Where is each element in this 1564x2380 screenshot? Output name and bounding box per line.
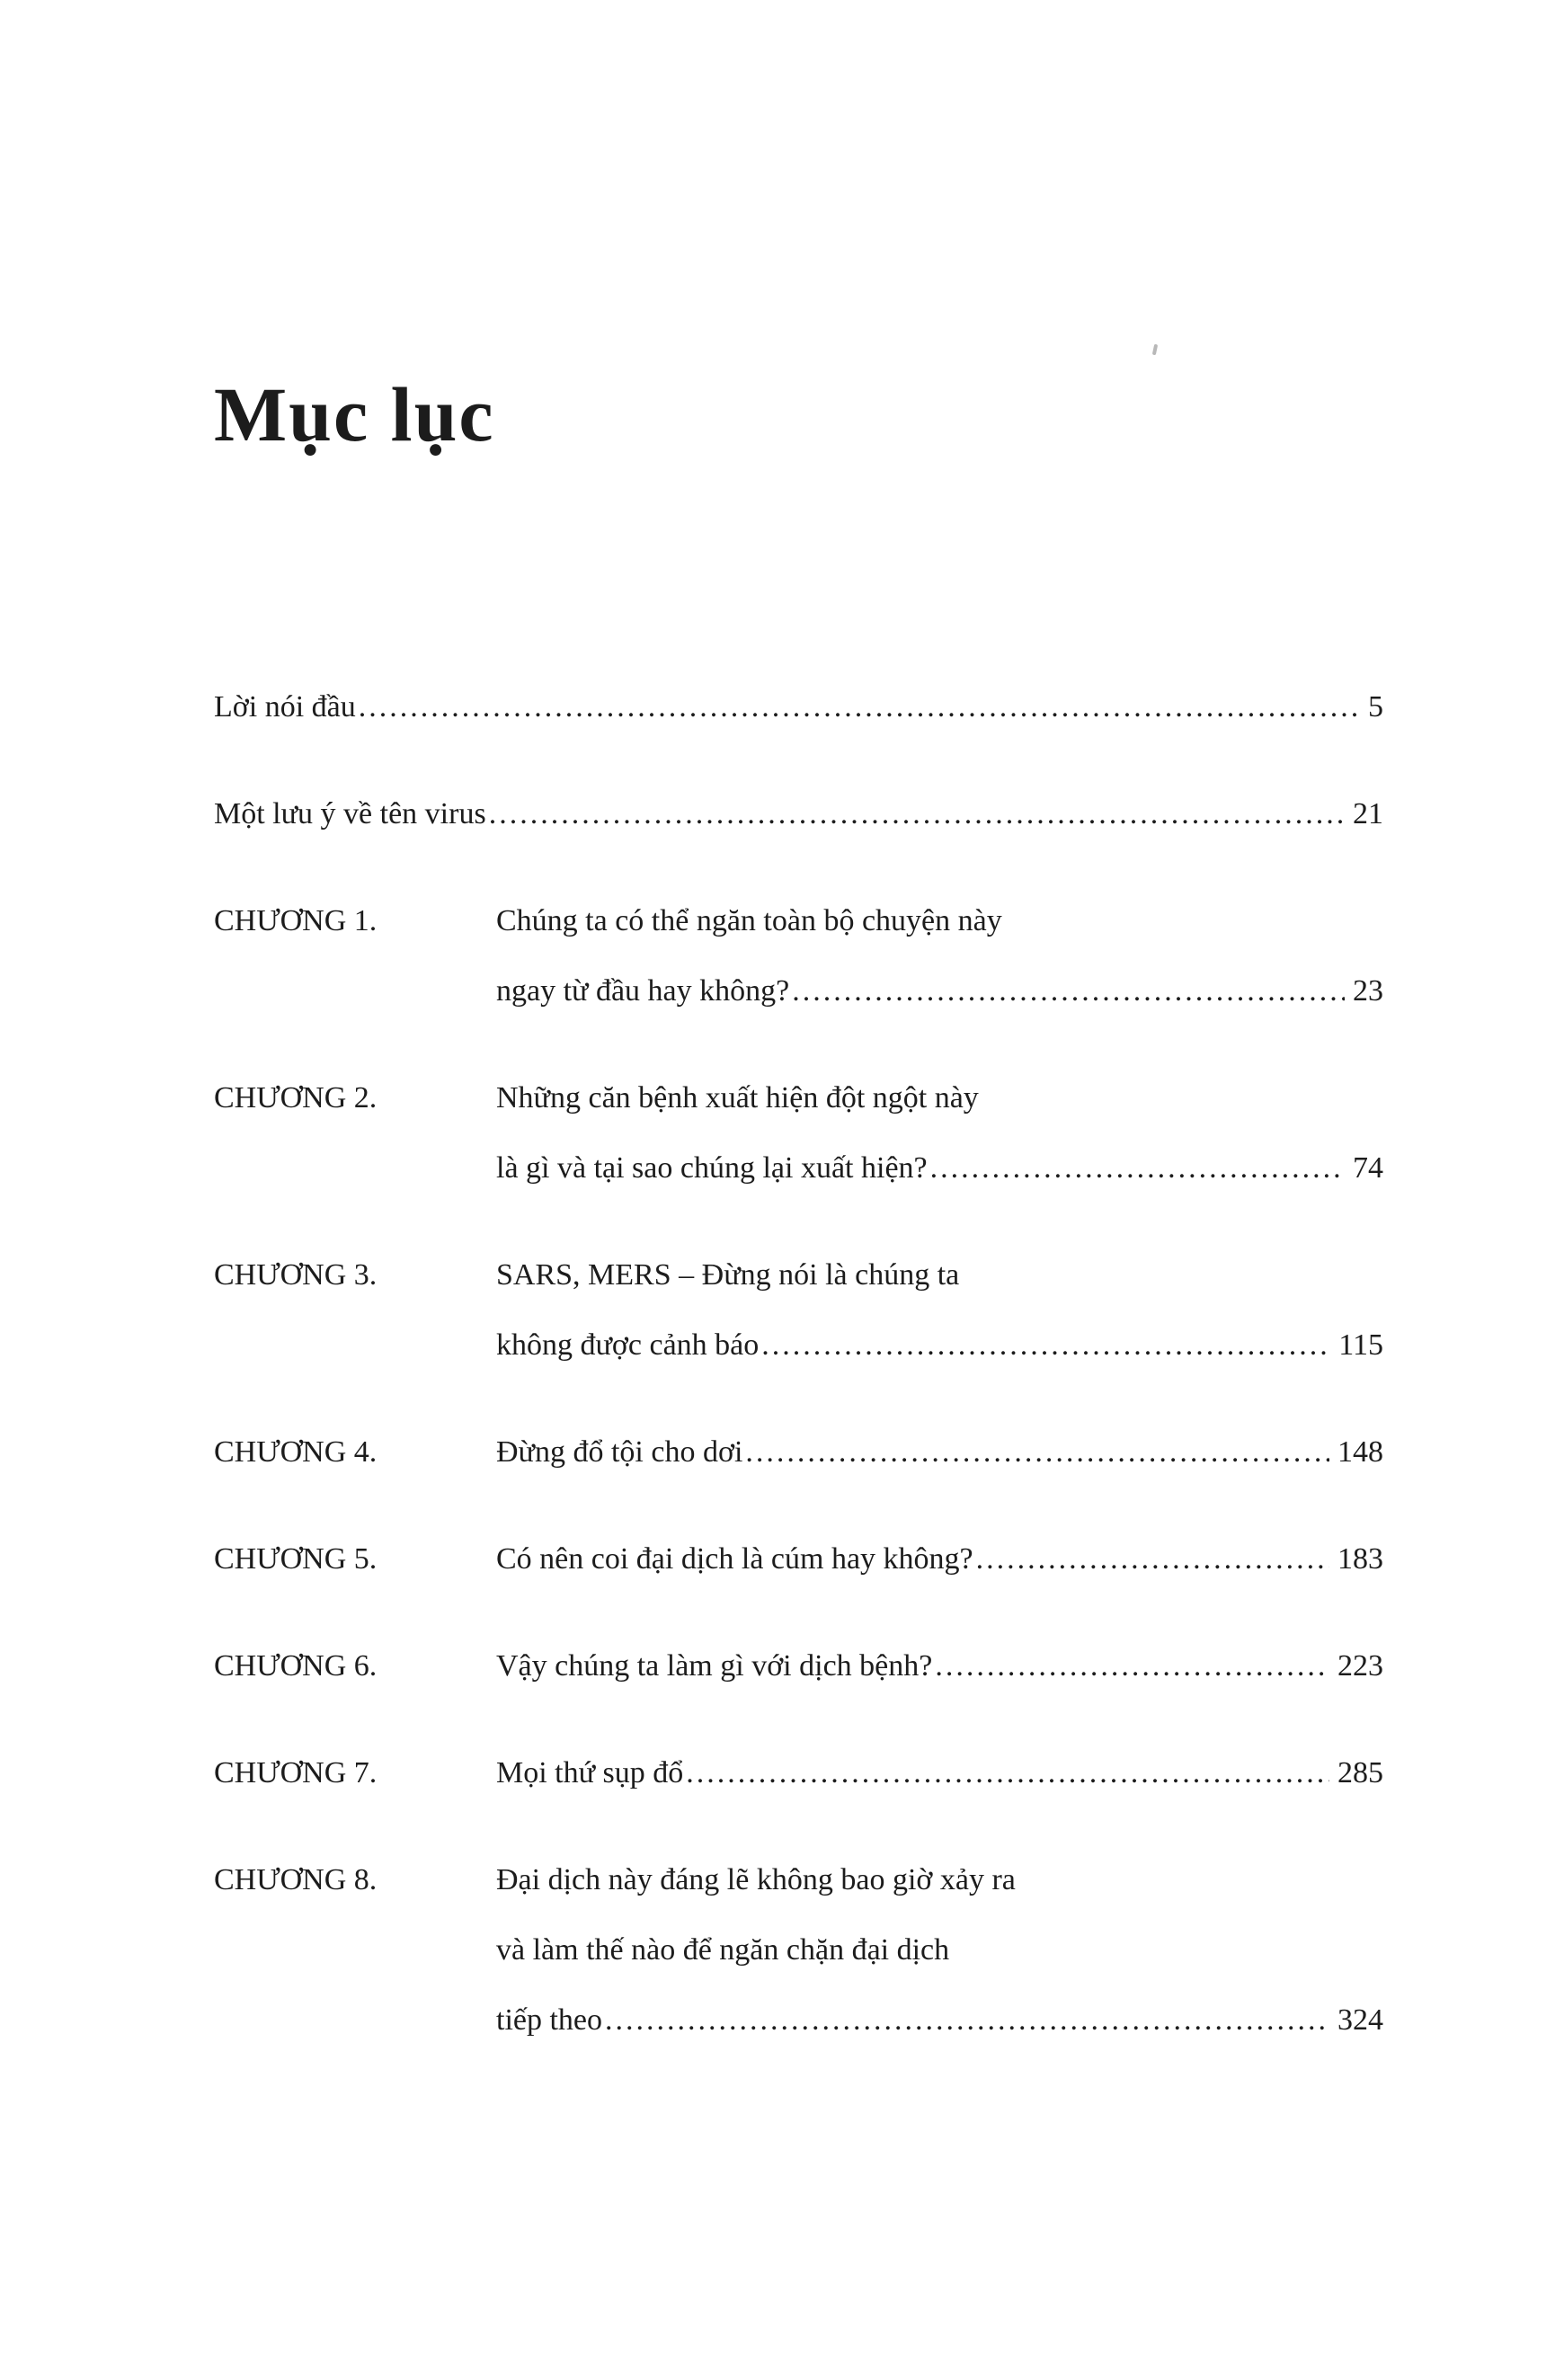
chapter-label: CHƯƠNG 5. [214, 1542, 378, 1576]
entry-body [496, 1631, 1383, 1701]
dot-leader [932, 1631, 1329, 1701]
chapter-label: CHƯƠNG 2. [214, 1081, 378, 1115]
chapter-label: CHƯƠNG 1. [214, 904, 378, 937]
scan-artifact [1152, 344, 1158, 356]
page-number: 5 [1368, 690, 1383, 724]
page-number: 148 [1337, 1435, 1383, 1469]
entry-leader-line [496, 1738, 1383, 1808]
entry-title-line: không được cảnh báo [496, 1328, 760, 1362]
toc-entry [214, 1240, 1383, 1381]
entry-leader-line [496, 1133, 1383, 1203]
entry-leader-line [496, 1631, 1383, 1701]
entry-title-line: và làm thế nào để ngăn chặn đại dịch [496, 1933, 950, 1967]
toc-entry [214, 672, 1383, 742]
entry-leader-line [214, 779, 1383, 849]
entry-title-line: Đừng đổ tội cho dơi [496, 1435, 743, 1469]
entry-leader-line [496, 956, 1383, 1026]
chapter-label: CHƯƠNG 8. [214, 1863, 378, 1896]
entry-title-line: Vậy chúng ta làm gì với dịch bệnh? [496, 1649, 933, 1683]
entry-body [496, 1524, 1383, 1594]
page-number: 183 [1337, 1542, 1383, 1576]
page-number: 285 [1337, 1756, 1383, 1789]
entry-body [214, 779, 1383, 849]
entry-title-line: SARS, MERS – Đừng nói là chúng ta [496, 1258, 960, 1292]
entry-title-line: là gì và tại sao chúng lại xuất hiện? [496, 1151, 928, 1185]
dot-leader [759, 1310, 1330, 1381]
toc-entry [214, 1524, 1383, 1594]
dot-leader [742, 1417, 1329, 1488]
entry-leader-line [496, 1524, 1383, 1594]
entry-leader-line [496, 1310, 1383, 1381]
toc-entry [214, 886, 1383, 1026]
toc-entry [214, 1845, 1383, 2056]
entry-body [496, 1417, 1383, 1488]
entry-body [496, 1845, 1383, 2056]
entry-leader-line [496, 1985, 1383, 2056]
page-number: 74 [1353, 1151, 1383, 1185]
toc-entry [214, 1631, 1383, 1701]
page-number: 23 [1353, 974, 1383, 1008]
entry-title-line: Có nên coi đại dịch là cúm hay không? [496, 1542, 973, 1576]
entry-title-line: ngay từ đầu hay không? [496, 974, 790, 1008]
chapter-label: CHƯƠNG 3. [214, 1258, 378, 1292]
entry-title-line: Một lưu ý về tên virus [214, 797, 486, 830]
entry-title-line: Đại dịch này đáng lẽ không bao giờ xảy ra [496, 1863, 1016, 1896]
entry-title-line: Chúng ta có thể ngăn toàn bộ chuyện này [496, 904, 1002, 937]
page-number: 115 [1338, 1328, 1383, 1362]
dot-leader [789, 956, 1345, 1026]
chapter-label: CHƯƠNG 6. [214, 1649, 378, 1683]
chapter-label: CHƯƠNG 7. [214, 1756, 378, 1789]
toc-entry [214, 779, 1383, 849]
entry-body [496, 1063, 1383, 1203]
chapter-label: CHƯƠNG 4. [214, 1435, 378, 1469]
entry-body [496, 1240, 1383, 1381]
entry-title-line: Lời nói đầu [214, 690, 356, 724]
page-number: 223 [1337, 1649, 1383, 1683]
entry-leader-line [214, 672, 1383, 742]
toc-list [214, 672, 1383, 2056]
entry-leader-line [496, 1417, 1383, 1488]
entry-title-line: tiếp theo [496, 2003, 603, 2037]
toc-entry [214, 1063, 1383, 1203]
toc-entry [214, 1417, 1383, 1488]
entry-title-line: Mọi thứ sụp đổ [496, 1756, 684, 1789]
dot-leader [356, 672, 1360, 742]
entry-body [496, 886, 1383, 1026]
entry-body [214, 672, 1383, 742]
dot-leader [928, 1133, 1345, 1203]
page-number: 21 [1353, 797, 1383, 830]
dot-leader [683, 1738, 1329, 1808]
toc-entry [214, 1738, 1383, 1808]
dot-leader [973, 1524, 1329, 1594]
page-number: 324 [1337, 2003, 1383, 2037]
entry-title-line: Những căn bệnh xuất hiện đột ngột này [496, 1081, 979, 1115]
dot-leader [486, 779, 1345, 849]
page-title: Mục lục [214, 371, 495, 457]
dot-leader [602, 1985, 1329, 2056]
entry-body [496, 1738, 1383, 1808]
